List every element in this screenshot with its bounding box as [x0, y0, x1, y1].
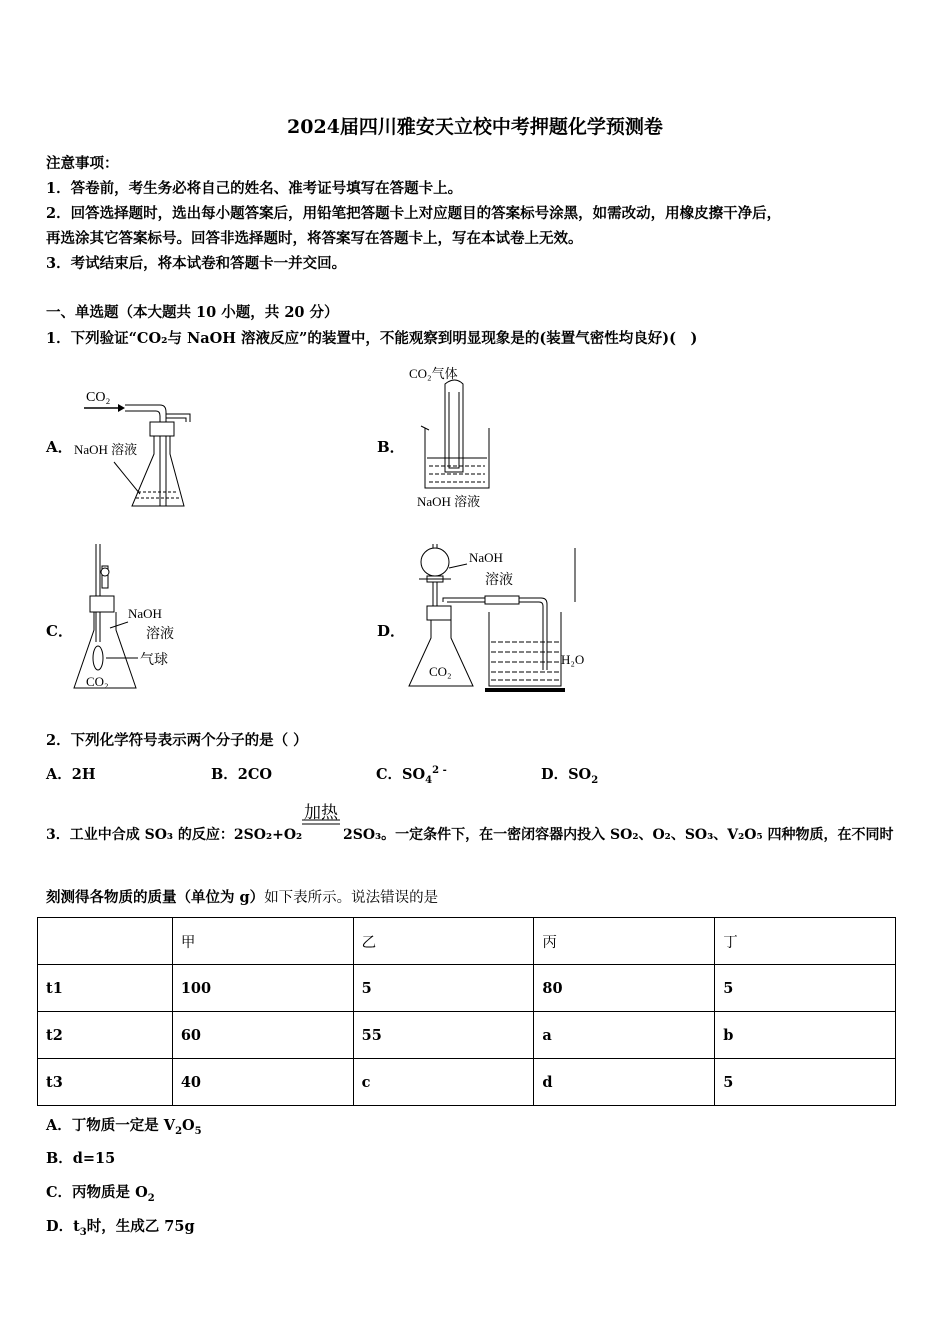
table-header-cell [38, 918, 173, 965]
q1-option-b[interactable]: B． [377, 438, 405, 456]
table-cell: 5 [715, 965, 896, 1012]
q3-option-a[interactable]: A．丁物质一定是 $V_2O_5$ [46, 1117, 202, 1137]
figure-d-gas-label: CO₂ [429, 664, 452, 679]
notice-item-2a: 2．回答选择题时，选出每小题答案后，用铅笔把答题卡上对应题目的答案标号涂黑，如需改动，用橡皮擦干净后， [46, 205, 782, 222]
q3-stem-part1: 3．工业中合成 SO₃ 的反应：2SO₂+O₂ [46, 827, 303, 843]
table-cell: b [715, 1012, 896, 1059]
table-cell: 5 [353, 965, 534, 1012]
table-cell: t2 [38, 1012, 173, 1059]
notice-item-3: 3．考试结束后，将本试卷和答题卡一并交回。 [46, 255, 347, 272]
q2-option-c[interactable]: C．$SO_4^{2 -}$ [376, 765, 447, 786]
figure-c-apparatus [66, 542, 196, 692]
table-header-cell: 丁 [715, 918, 896, 965]
table-cell: a [534, 1012, 715, 1059]
q2-option-a[interactable]: A．2H [46, 766, 96, 783]
q1-option-d[interactable]: D． [377, 622, 406, 640]
q1-option-a[interactable]: A． [46, 438, 73, 456]
q3-option-d[interactable]: D．$t_3$时，生成乙 75g [46, 1218, 195, 1238]
table-cell: d [534, 1059, 715, 1106]
notice-heading: 注意事项： [46, 155, 119, 172]
figure-d-apparatus [405, 540, 605, 700]
q1-option-c[interactable]: C． [46, 622, 73, 640]
figure-c-naoh-label: NaOH [128, 606, 162, 621]
table-header-cell: 乙 [353, 918, 534, 965]
table-row [38, 1059, 896, 1106]
table-cell: 55 [353, 1012, 534, 1059]
figure-a-gas-label: CO₂ [86, 390, 111, 405]
q3-stem-part3: 刻测得各物质的质量（单位为 g）如下表所示。说法错误的是 [46, 889, 439, 906]
notice-item-2b: 再选涂其它答案标号。回答非选择题时，将答案写在答题卡上，写在本试卷上无效。 [46, 230, 583, 247]
page-title: 2024届四川雅安天立校中考押题化学预测卷 [287, 116, 663, 138]
figure-c-balloon-label: 气球 [140, 653, 168, 668]
table-row [38, 965, 896, 1012]
figure-b-apparatus [405, 362, 515, 512]
figure-b-gas-label: CO₂气体 [409, 366, 458, 381]
q2-option-d[interactable]: D．$SO_2$ [541, 766, 599, 786]
figure-a-solution-label: NaOH 溶液 [74, 442, 138, 457]
q3-stem-part2: 2SO₃。一定条件下，在一密闭容器内投入 SO₂、O₂、SO₃、V₂O₅ 四种物质，在不同时 [343, 827, 894, 843]
table-cell: 100 [172, 965, 353, 1012]
table-cell: t3 [38, 1059, 173, 1106]
q3-option-c[interactable]: C．丙物质是 $O_2$ [46, 1184, 155, 1204]
q3-reaction-equals [302, 818, 342, 826]
q2-stem: 2．下列化学符号表示两个分子的是（ ） [46, 732, 308, 749]
figure-a-apparatus [68, 382, 198, 512]
figure-c-gas-label: CO₂ [86, 674, 109, 689]
figure-d-water-label: H₂O [561, 652, 585, 667]
figure-d-naoh-label: NaOH [469, 550, 503, 565]
q3-option-b[interactable]: B．d=15 [46, 1150, 116, 1167]
figure-b-solution-label: NaOH 溶液 [417, 494, 481, 509]
q3-mass-table [37, 917, 896, 1106]
q2-option-b[interactable]: B．2CO [211, 766, 273, 783]
table-header-cell: 甲 [172, 918, 353, 965]
table-cell: t1 [38, 965, 173, 1012]
notice-item-1: 1．答卷前，考生务必将自己的姓名、准考证号填写在答题卡上。 [46, 180, 463, 197]
table-cell: c [353, 1059, 534, 1106]
table-cell: 40 [172, 1059, 353, 1106]
figure-c-solution-label: 溶液 [146, 627, 174, 642]
section-heading: 一、单选题（本大题共 10 小题，共 20 分） [46, 304, 339, 321]
figure-d-solution-label: 溶液 [485, 573, 513, 588]
table-row [38, 1012, 896, 1059]
table-cell: 60 [172, 1012, 353, 1059]
table-cell: 80 [534, 965, 715, 1012]
q3-heat-condition: 加热 [304, 803, 338, 823]
table-cell: 5 [715, 1059, 896, 1106]
table-header-cell: 丙 [534, 918, 715, 965]
q1-stem: 1．下列验证“CO₂与 NaOH 溶液反应”的装置中，不能观察到明显现象是的(装置气密性均良好)( ) [46, 330, 698, 347]
table-header-row [38, 918, 896, 965]
